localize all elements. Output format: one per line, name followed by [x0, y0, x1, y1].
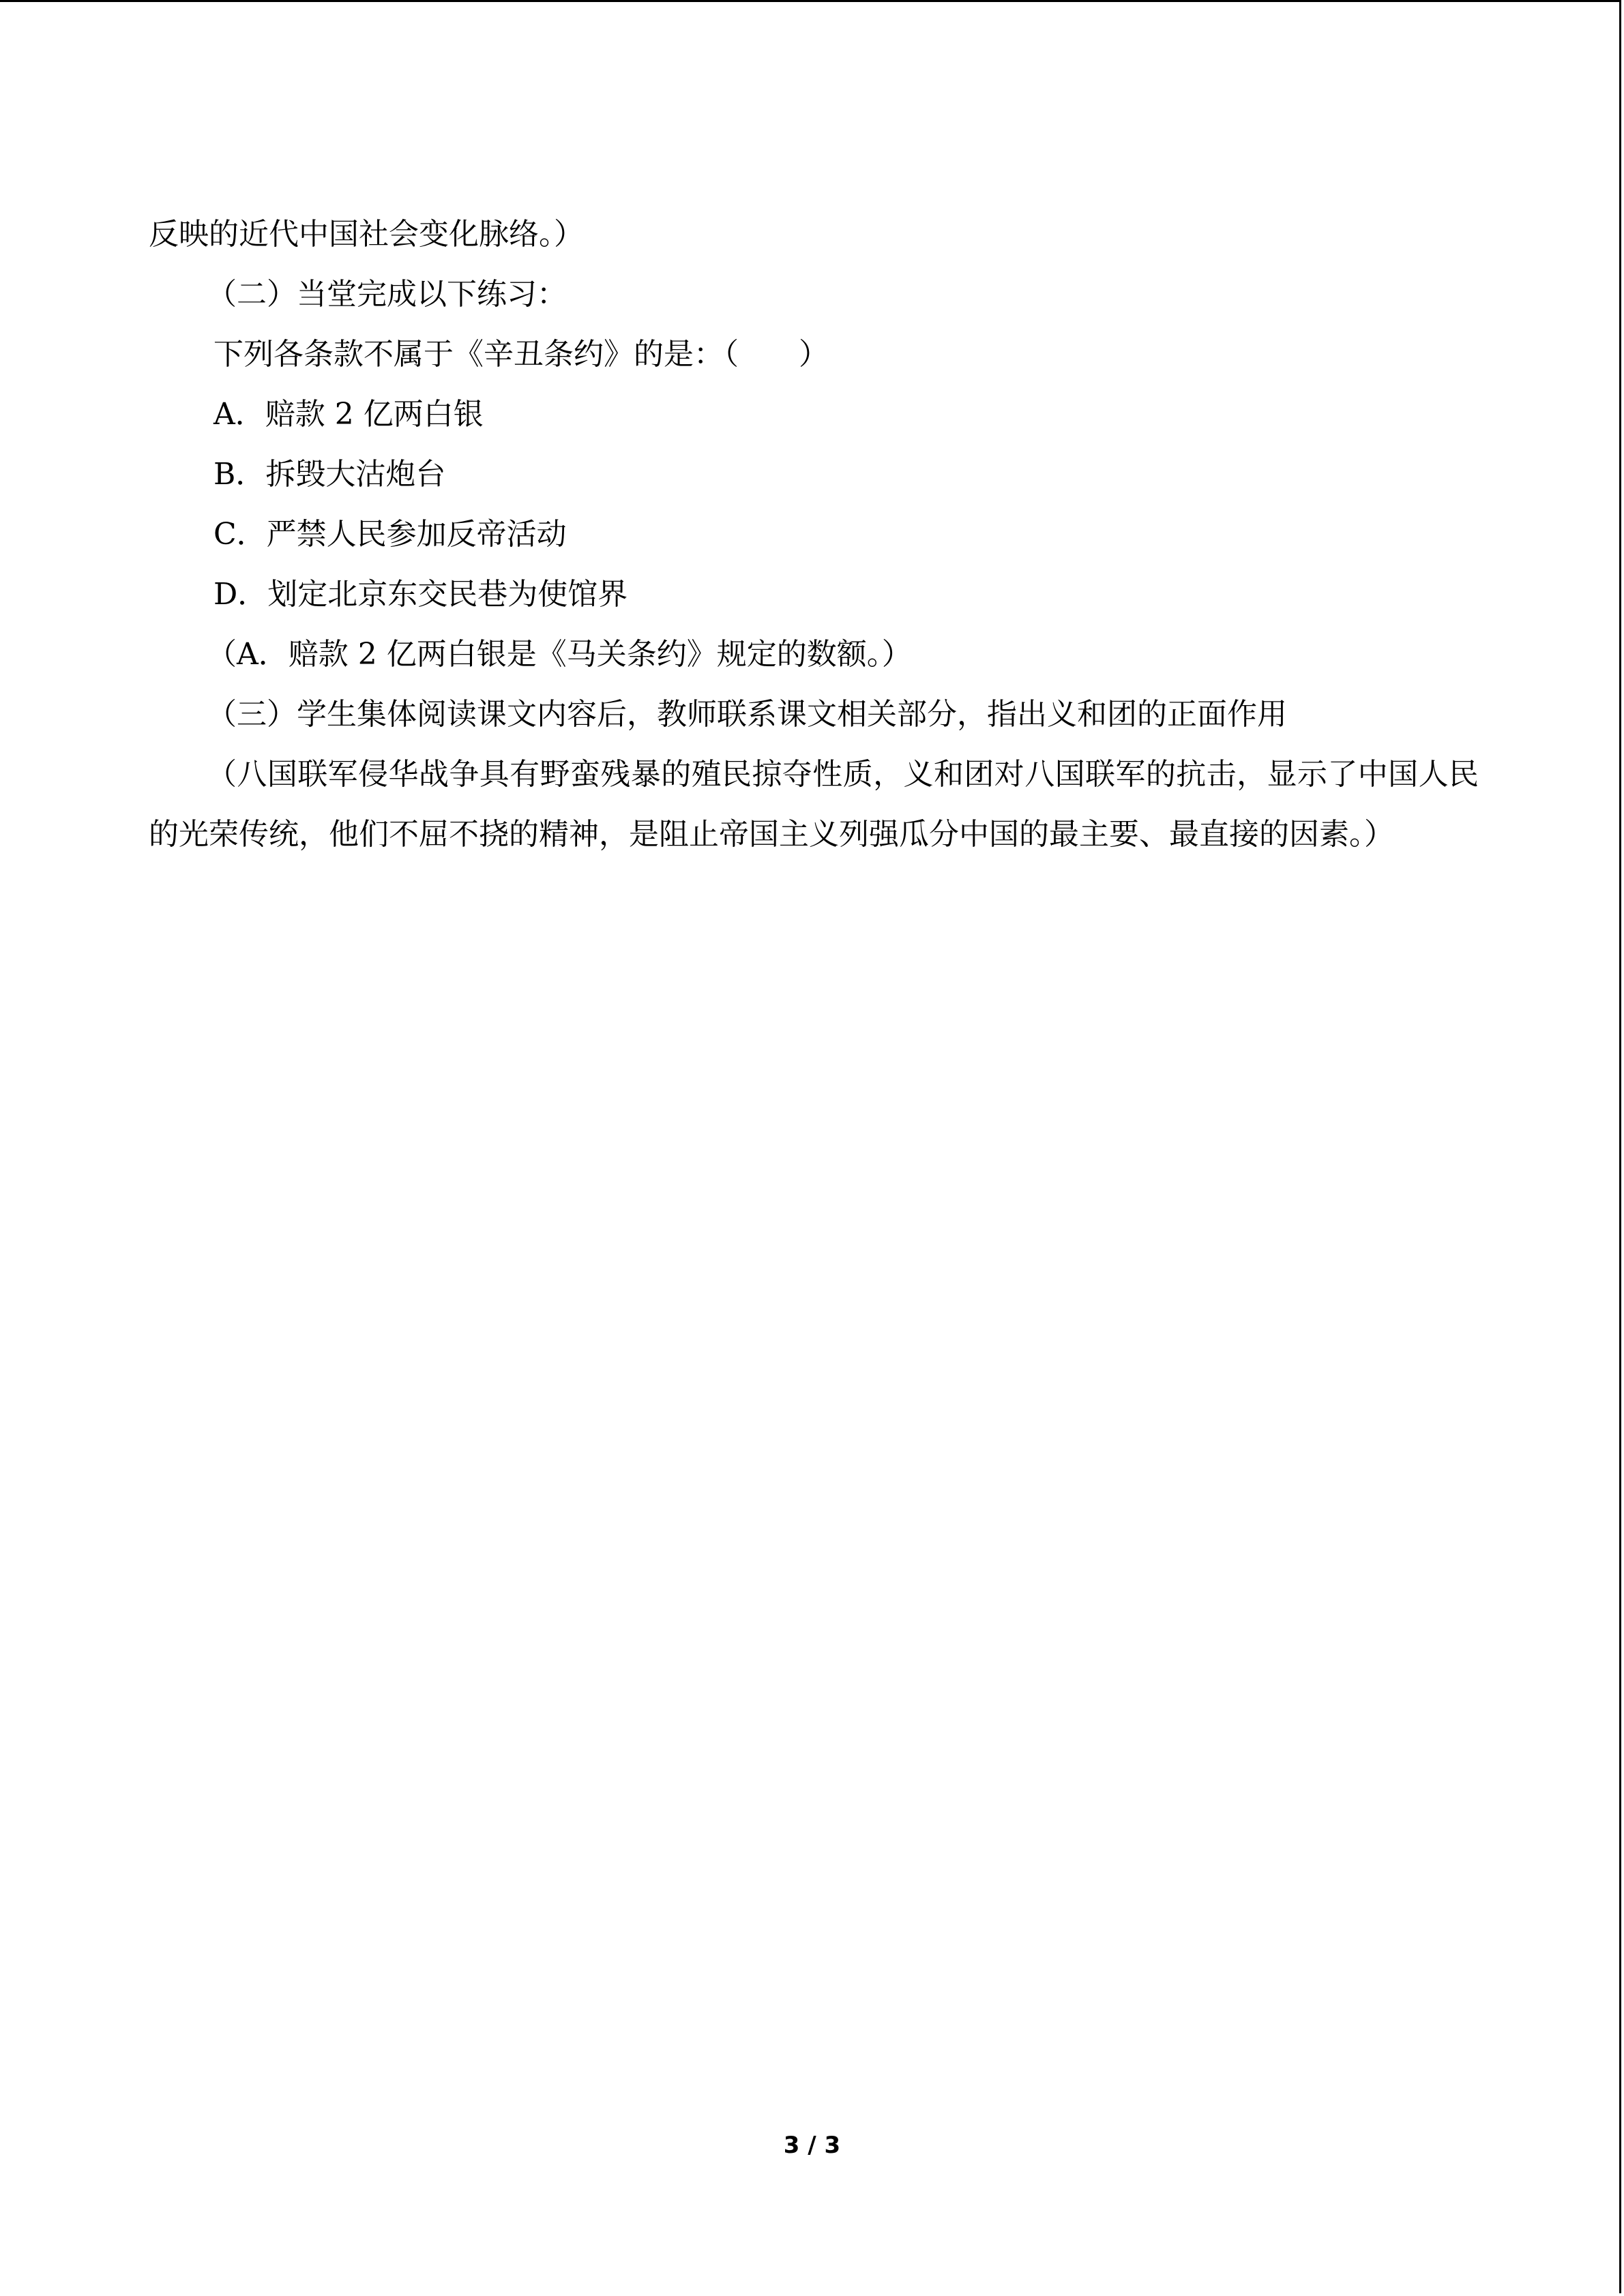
section-heading-reading: （三）学生集体阅读课文内容后，教师联系课文相关部分，指出义和团的正面作用 [207, 697, 1287, 732]
answer-note: （A．赔款 2 亿两白银是《马关条约》规定的数额。） [207, 637, 912, 672]
option-d: D．划定北京东交民巷为使馆界 [213, 577, 628, 612]
option-a: A．赔款 2 亿两白银 [213, 397, 484, 432]
explanation-paragraph: （八国联军侵华战争具有野蛮残暴的殖民掠夺性质，义和团对八国联军的抗击，显示了中国人民的光荣传统，他们不屈不挠的精神，是阻止帝国主义列强瓜分中国的最主要、最直接的因素。） [149, 757, 1479, 852]
text-line-continuation: 反映的近代中国社会变化脉络。） [149, 217, 584, 252]
option-b: B．拆毁大沽炮台 [213, 457, 446, 492]
document-body [149, 205, 1479, 865]
page-number: 3 / 3 [783, 2132, 841, 2159]
question-text: 下列各条款不属于《辛丑条约》的是：（ ） [213, 337, 829, 372]
option-c: C．严禁人民参加反帝活动 [213, 517, 567, 552]
section-heading-exercise: （二）当堂完成以下练习： [207, 277, 567, 312]
